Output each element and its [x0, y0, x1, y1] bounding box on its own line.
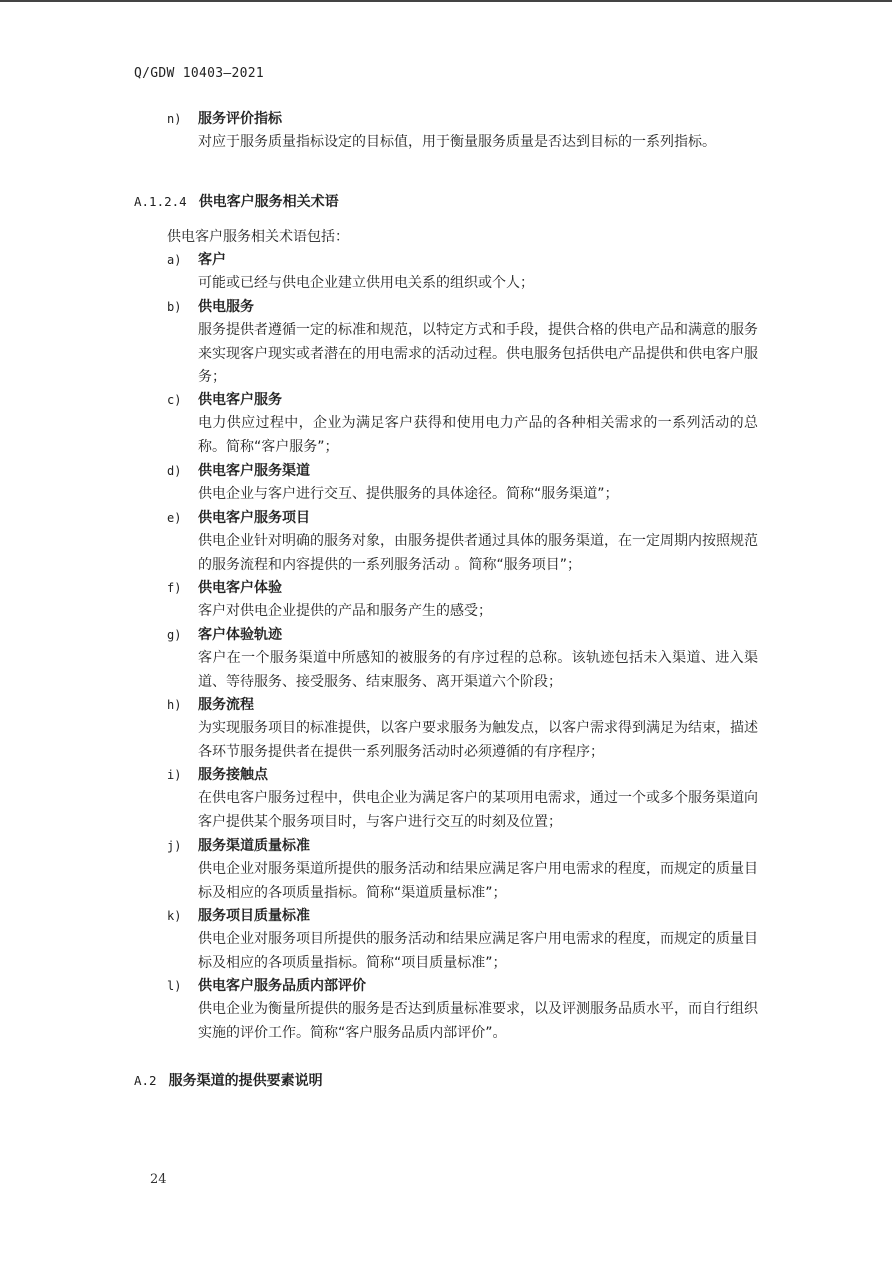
- section-number: A.1.2.4: [134, 194, 187, 209]
- item-marker: a): [167, 253, 182, 267]
- term-definition: 供电企业针对明确的服务对象，由服务提供者通过具体的服务渠道，在一定周期内按照规范的服务流程和内容提供的一系列服务活动 。简称“服务项目”；: [198, 533, 758, 573]
- section-intro: 供电客户服务相关术语包括：: [167, 229, 349, 245]
- item-marker: e): [167, 511, 182, 525]
- term-title: 服务流程: [198, 697, 254, 713]
- term-title: 供电客户服务项目: [198, 510, 310, 526]
- term-definition: 可能或已经与供电企业建立供用电关系的组织或个人；: [198, 275, 534, 291]
- item-marker: k): [167, 909, 182, 923]
- term-title: 服务项目质量标准: [198, 908, 310, 924]
- item-marker: i): [167, 768, 182, 782]
- term-title: 供电客户体验: [198, 580, 282, 596]
- item-marker: c): [167, 393, 182, 407]
- item-marker: d): [167, 464, 182, 478]
- term-title: 客户: [198, 252, 226, 268]
- item-marker: h): [167, 698, 182, 712]
- section-number: A.2: [134, 1073, 157, 1088]
- term-title: 供电客户服务品质内部评价: [198, 978, 366, 994]
- term-definition: 为实现服务项目的标准提供，以客户要求服务为触发点，以客户需求得到满足为结束，描述各环节服务提供者在提供一系列服务活动时必须遵循的有序程序；: [198, 720, 758, 760]
- term-definition: 在供电客户服务过程中，供电企业为满足客户的某项用电需求，通过一个或多个服务渠道向客户提供某个服务项目时，与客户进行交互的时刻及位置；: [198, 790, 758, 830]
- term-title: 服务评价指标: [198, 111, 282, 127]
- page-number: 24: [150, 1172, 167, 1187]
- section-title: 供电客户服务相关术语: [198, 194, 339, 210]
- section-heading-a2: [134, 1069, 323, 1093]
- term-definition: 供电企业对服务项目所提供的服务活动和结果应满足客户用电需求的程度，而规定的质量目标及相应的各项质量指标。简称“项目质量标准”；: [198, 931, 758, 971]
- term-definition: 供电企业为衡量所提供的服务是否达到质量标准要求，以及评测服务品质水平，而自行组织实施的评价工作。简称“客户服务品质内部评价”。: [198, 1001, 758, 1041]
- item-marker: b): [167, 300, 182, 314]
- term-title: 服务接触点: [198, 767, 268, 783]
- item-marker: j): [167, 839, 182, 853]
- section-title: 服务渠道的提供要素说明: [168, 1073, 323, 1089]
- top-border-line: [0, 0, 892, 2]
- term-definition: 客户对供电企业提供的产品和服务产生的感受；: [198, 603, 492, 619]
- term-definition: 供电企业对服务渠道所提供的服务活动和结果应满足客户用电需求的程度，而规定的质量目标及相应的各项质量指标。简称“渠道质量标准”；: [198, 861, 758, 901]
- term-definition: 服务提供者遵循一定的标准和规范，以特定方式和手段，提供合格的供电产品和满意的服务来实现客户现实或者潜在的用电需求的活动过程。供电服务包括供电产品提供和供电客户服务；: [198, 322, 758, 385]
- term-title: 供电客户服务渠道: [198, 463, 310, 479]
- document-code: Q/GDW 10403—2021: [134, 66, 265, 81]
- item-marker: n): [167, 112, 182, 126]
- term-definition: 对应于服务质量指标设定的目标值，用于衡量服务质量是否达到目标的一系列指标。: [198, 134, 716, 150]
- item-marker: g): [167, 628, 182, 642]
- term-definition: 供电企业与客户进行交互、提供服务的具体途径。简称“服务渠道”；: [198, 486, 619, 502]
- term-title: 服务渠道质量标准: [198, 838, 310, 854]
- item-marker: f): [167, 581, 182, 595]
- term-definition: 电力供应过程中，企业为满足客户获得和使用电力产品的各种相关需求的一系列活动的总称。简称“客户服务”；: [198, 415, 758, 455]
- term-definition: 客户在一个服务渠道中所感知的被服务的有序过程的总称。该轨迹包括未入渠道、进入渠道、等待服务、接受服务、结束服务、离开渠道六个阶段；: [198, 650, 758, 690]
- term-title: 供电客户服务: [198, 392, 282, 408]
- section-heading-a124: [134, 190, 339, 214]
- term-title: 客户体验轨迹: [198, 627, 282, 643]
- item-marker: l): [167, 979, 182, 993]
- term-title: 供电服务: [198, 299, 254, 315]
